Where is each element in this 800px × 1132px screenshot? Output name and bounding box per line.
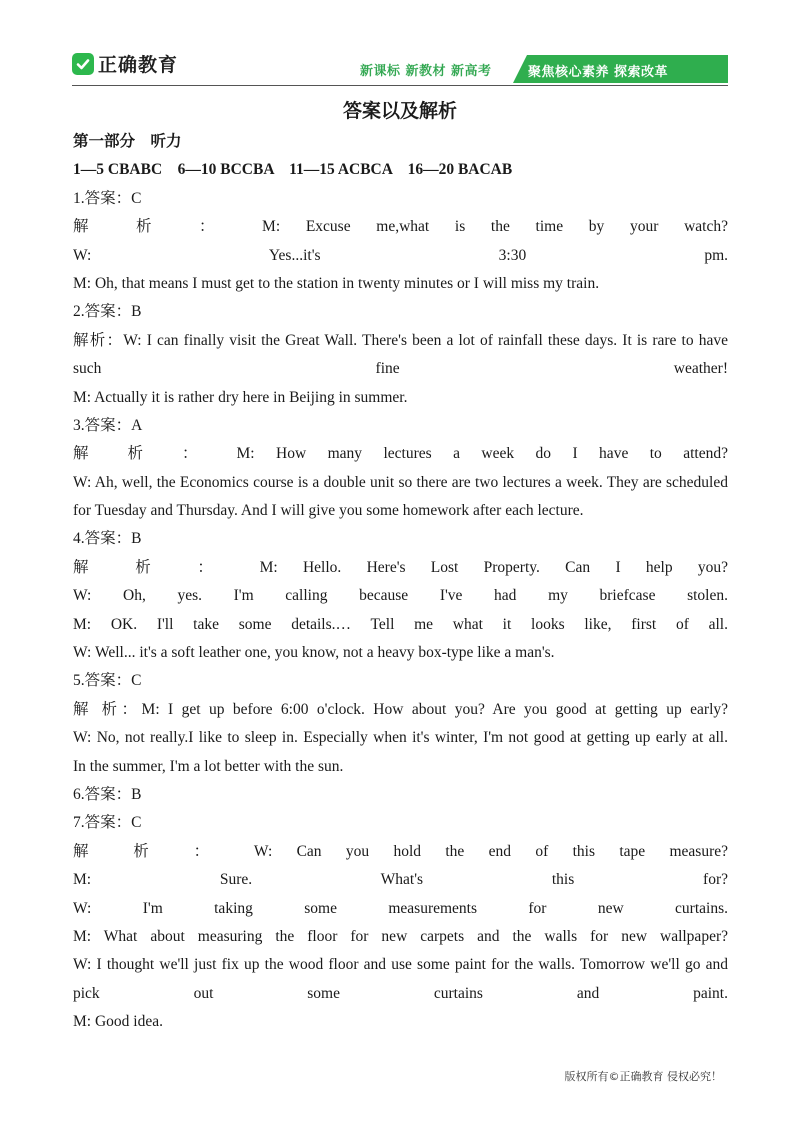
text-line: 4.答案：B — [73, 530, 142, 548]
text-line: for Tuesday and Thursday. And I will give you some homework after each lecture. — [73, 502, 584, 520]
text-line: M: Sure. What's this for? — [73, 871, 728, 889]
page-header — [0, 0, 800, 96]
text-line: such fine weather! — [73, 360, 728, 378]
header-divider — [72, 85, 728, 86]
checkmark-icon — [72, 53, 94, 75]
text-line: W: I thought we'll just fix up the wood floor and use some paint for the walls. Tomorrow we'll go and — [73, 956, 728, 974]
text-line: W: Ah, well, the Economics course is a double unit so there are two lectures a week. They are scheduled — [73, 473, 728, 491]
text-line: 1—5 CBABC 6—10 BCCBA 11—15 ACBCA 16—20 BACAB — [73, 161, 513, 179]
text-line: 5.答案：C — [73, 672, 142, 690]
text-line: W: No, not really.I like to sleep in. Especially when it's winter, I'm not good at getting up early at all. — [73, 729, 728, 747]
text-line: W: I'm taking some measurements for new curtains. — [73, 899, 728, 917]
text-line: M: Actually it is rather dry here in Beijing in summer. — [73, 388, 408, 406]
text-line: In the summer, I'm a lot better with the sun. — [73, 757, 344, 775]
brand-name: 正确教育 — [98, 54, 179, 76]
text-line: 解 析 ： W: Can you hold the end of this tape measure? — [73, 842, 728, 860]
text-line: W: Oh, yes. I'm calling because I've had my briefcase stolen. — [73, 587, 728, 605]
text-line: 第一部分 听力 — [73, 133, 182, 150]
text-line: 3.答案：A — [73, 416, 143, 434]
text-line: pick out some curtains and paint. — [73, 984, 728, 1002]
brand-logo — [72, 50, 178, 77]
text-line: 解 析 ： M: Excuse me,what is the time by your watch? — [73, 218, 728, 236]
copyright-footer: 版权所有©正确教育 侵权必究！ — [564, 1070, 722, 1083]
text-line: M: What about measuring the floor for new carpets and the walls for new wallpaper? — [73, 927, 728, 945]
slogan-left: 新课标 新教材 新高考 — [360, 64, 492, 79]
text-line: W: Well... it's a soft leather one, you know, not a heavy box-type like a man's. — [73, 644, 555, 662]
text-line: M: OK. I'll take some details.… Tell me what it looks like, first of all. — [73, 615, 728, 633]
slogan-right: 聚焦核心素养 探索改革 — [528, 65, 669, 80]
text-line: 2.答案：B — [73, 303, 142, 321]
text-line: W: Yes...it's 3:30 pm. — [73, 246, 728, 264]
text-line: M: Good idea. — [73, 1013, 163, 1031]
text-line: 7.答案：C — [73, 814, 142, 832]
text-line: 1.答案：C — [73, 189, 142, 207]
text-line: 解 析 ： M: How many lectures a week do I have to attend? — [73, 445, 728, 463]
text-line: 解 析 ： M: Hello. Here's Lost Property. Can I help you? — [73, 558, 728, 576]
text-line: 解 析：M: I get up before 6:00 o'clock. How about you? Are you good at getting up early? — [73, 700, 728, 718]
answer-content — [73, 128, 728, 1037]
text-line: 6.答案：B — [73, 785, 142, 803]
text-line: 解析：W: I can finally visit the Great Wall. There's been a lot of rainfall these days. It is rare to have — [73, 331, 728, 349]
page-title: 答案以及解析 — [342, 100, 457, 122]
text-line: M: Oh, that means I must get to the station in twenty minutes or I will miss my train. — [73, 274, 600, 292]
